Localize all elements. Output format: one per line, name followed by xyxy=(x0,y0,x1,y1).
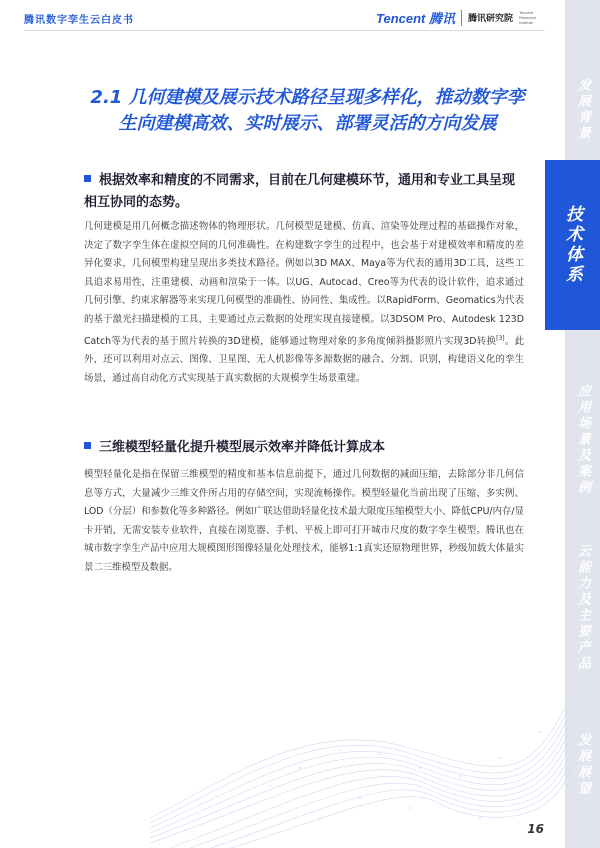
tencent-logo xyxy=(376,8,545,27)
subheading-1-text: 根据效率和精度的不同需求，目前在几何建模环节，通用和专业工具呈现相互协同的态势。 xyxy=(84,173,516,210)
subheading-2-text: 三维模型轻量化提升模型展示效率并降低计算成本 xyxy=(99,440,386,455)
paragraph-1 xyxy=(84,218,524,388)
sidebar-tab-outlook[interactable]: 发展展望 xyxy=(575,733,590,797)
paragraph-1-text-a: 几何建模是用几何概念描述物体的物理形状。几何模型是建模、仿真、渲染等处理过程的基础操作对象，决定了数字孪生体在虚拟空间的几何准确性。在构建数字孪生的过程中，也会基于对建模效率和精度的差异化要求，几何模型构建呈现出多类技术路径。例如以3D MAX、Maya等为代表的通用3D工具，这些工具追求易用性，注重建模、动画和渲染于一体。以UG、Autocad、Creo等为代表的设计软件，追求通过几何引擎、约束求解器等来实现几何模型的准确性、协同性、集成性。以RapidForm、Geomatics为代表的基于激光扫描建模的工具，主要通过点云数据的处理实现直接建模。以3DSOM Pro、Autodesk 123D Catch等为代表的基于照片转换的3D建模，能够通过物理对象的多角度倾斜摄影照片实现3D转换 xyxy=(84,221,524,347)
page-header xyxy=(0,0,565,44)
paragraph-2: 模型轻量化是指在保留三维模型的精度和基本信息前提下，通过几何数据的减面压缩，去除部分非几何信息等方式，大量减少三维文件所占用的存储空间，实现流畅操作。模型轻量化当前出现了压缩、多实例、LOD（分层）和参数化等多种路径。例如广联达借助轻量化技术最大限度压缩模型大小、降低CPU/内存/显卡开销，无需安装专业软件，直接在浏览器、手机、平板上即可打开城市尺度的数字孪生模型。腾讯也在城市数字孪生产品中应用大规模图形图像轻量化处理技术，能够1:1真实还原物理世界，秒级加载大体量实景二三维模型及数据。 xyxy=(84,469,524,573)
paragraph-1-text-b: 。此外，还可以利用对点云、图像、卫星图、无人机影像等多源数据的融合、分割、识别，构建语义化的孪生场景，通过高自动化方式实现基于真实数据的大规模孪生场景重建。 xyxy=(84,335,524,384)
sidebar-tab-background[interactable]: 发展背景 xyxy=(575,78,590,142)
subheading-1 xyxy=(84,170,524,214)
page-number: 16 xyxy=(527,822,544,836)
logo-divider xyxy=(461,10,462,26)
subheading-2 xyxy=(84,437,524,459)
logo-institute-en: Tencent Research Institute xyxy=(519,10,537,25)
logo-tencent: Tencent 腾讯 xyxy=(376,11,455,26)
square-bullet-icon xyxy=(84,442,91,449)
sidebar-tab-cloud-products[interactable]: 云能力及主要产品 xyxy=(575,543,590,672)
section-title-line2: 生向建模高效、实时展示、部署灵活的方向发展 xyxy=(118,113,497,134)
header-divider xyxy=(24,30,545,31)
citation-ref: [3] xyxy=(496,334,505,342)
section-title xyxy=(80,85,535,137)
header-brand: 腾讯数字孪生云白皮书 xyxy=(24,15,134,26)
square-bullet-icon xyxy=(84,175,91,182)
section-title-line1: 2.1 几何建模及展示技术路径呈现多样化，推动数字孪 xyxy=(90,87,525,108)
logo-institute: 腾讯研究院 xyxy=(467,13,513,23)
sidebar-tab-tech-system[interactable]: 技术体系 xyxy=(545,160,600,330)
sidebar-tab-scenarios[interactable]: 应用场景及案例 xyxy=(575,384,590,496)
